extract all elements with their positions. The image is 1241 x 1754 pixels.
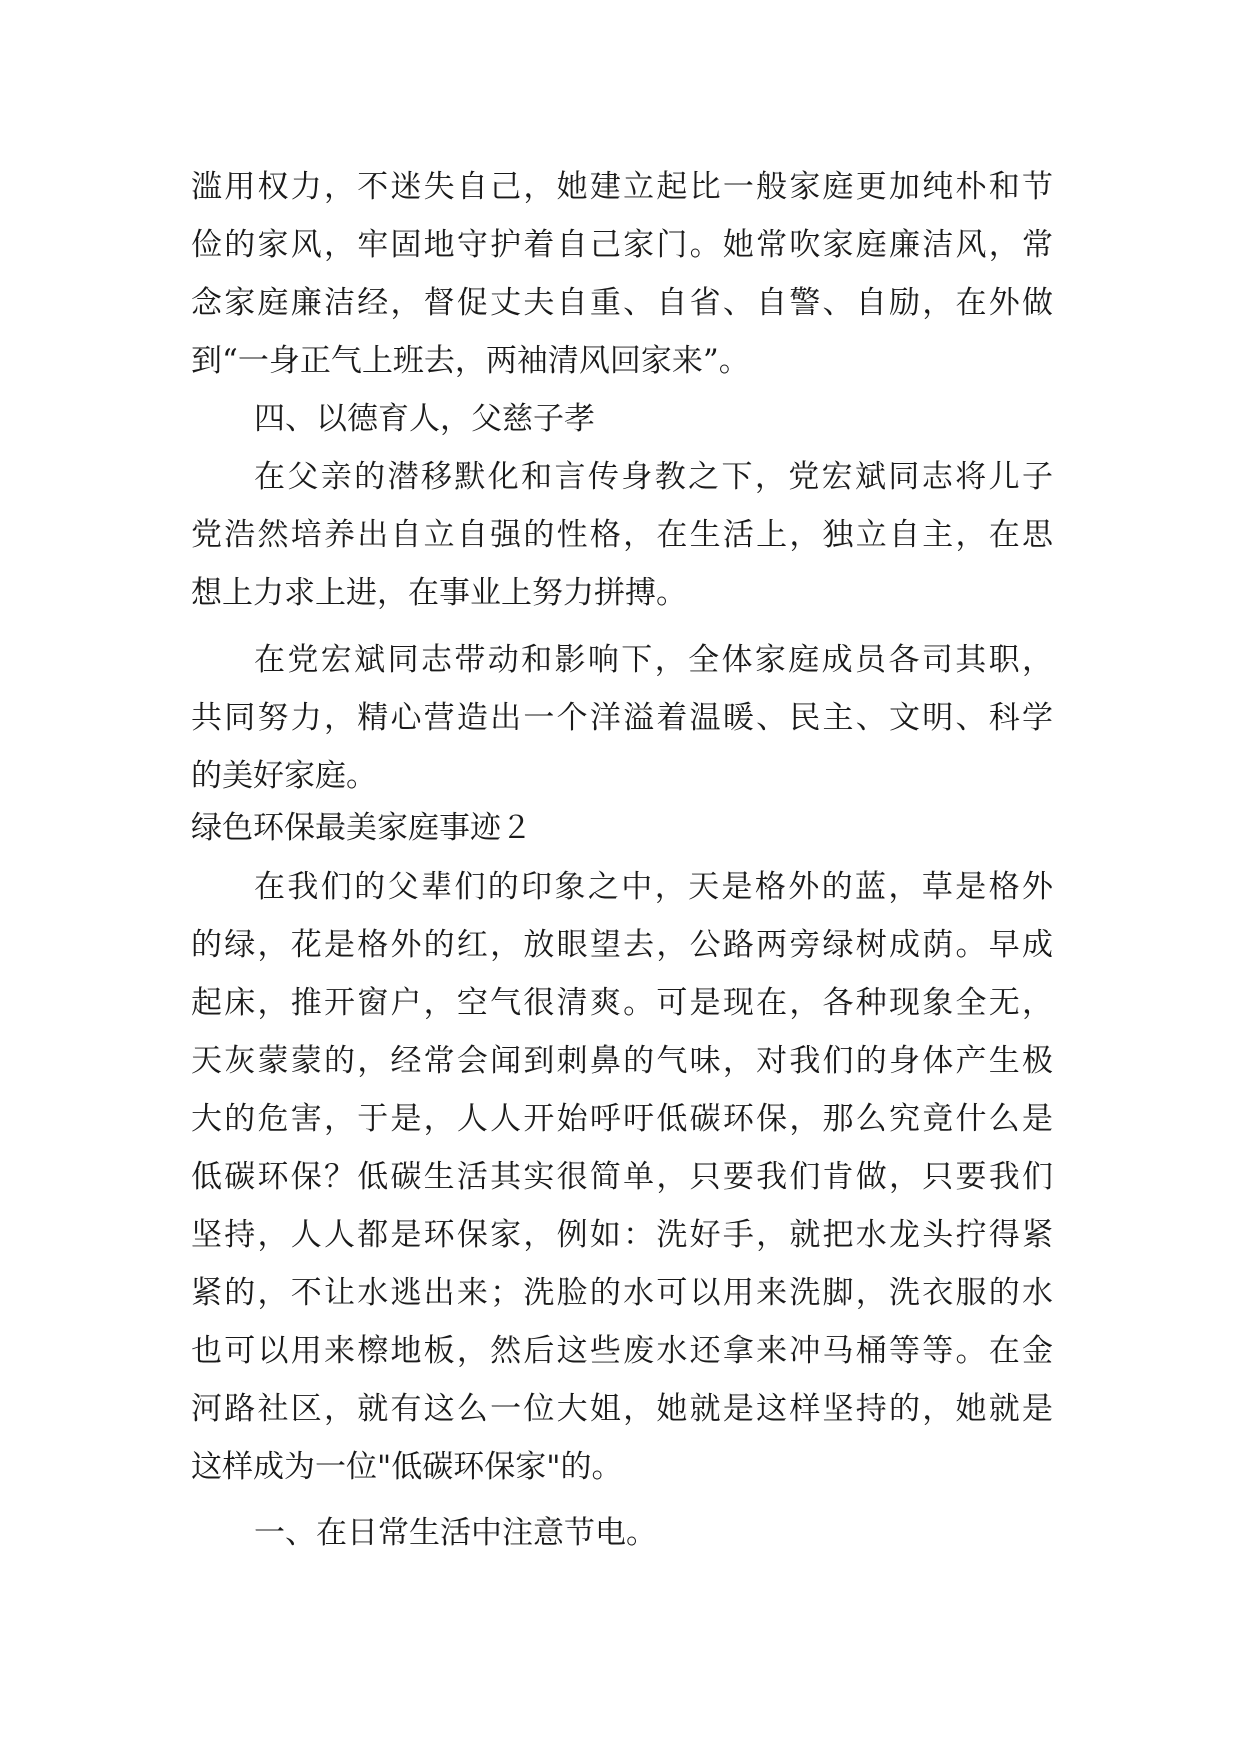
text-line: 河路社区，就有这么一位大姐，她就是这样坚持的，她就是 [191,1391,1053,1427]
text-line: 滥用权力，不迷失自己，她建立起比一般家庭更加纯朴和节 [191,169,1053,205]
text-line: 紧的，不让水逃出来；洗脸的水可以用来洗脚，洗衣服的水 [191,1275,1053,1311]
text-line: 到“一身正气上班去，两袖清风回家来”。 [191,343,750,379]
section-heading: 一、在日常生活中注意节电。 [254,1515,657,1551]
article-title: 绿色环保最美家庭事迹２ [191,810,532,846]
text-line: 想上力求上进，在事业上努力拼搏。 [191,575,687,611]
text-line: 俭的家风，牢固地守护着自己家门。她常吹家庭廉洁风，常 [191,227,1053,263]
text-line: 共同努力，精心营造出一个洋溢着温暖、民主、文明、科学 [191,700,1053,736]
text-line: 天灰蒙蒙的，经常会闻到刺鼻的气味，对我们的身体产生极 [191,1043,1053,1079]
section-heading: 四、以德育人，父慈子孝 [254,401,595,437]
text-line: 念家庭廉洁经，督促丈夫自重、自省、自警、自励，在外做 [191,285,1053,321]
text-line: 在党宏斌同志带动和影响下，全体家庭成员各司其职， [254,642,1053,678]
text-line: 的美好家庭。 [191,758,377,794]
text-line: 也可以用来檫地板，然后这些废水还拿来冲马桶等等。在金 [191,1333,1053,1369]
text-line: 在我们的父辈们的印象之中，天是格外的蓝，草是格外 [254,869,1053,905]
text-line: 坚持，人人都是环保家，例如：洗好手，就把水龙头拧得紧 [191,1217,1053,1253]
text-line: 党浩然培养出自立自强的性格，在生活上，独立自主，在思 [191,517,1053,553]
text-line: 的绿，花是格外的红，放眼望去，公路两旁绿树成荫。早成 [191,927,1053,963]
text-line: 这样成为一位"低碳环保家"的。 [191,1449,623,1485]
text-line: 在父亲的潜移默化和言传身教之下，党宏斌同志将儿子 [254,459,1053,495]
text-line: 起床，推开窗户，空气很清爽。可是现在，各种现象全无， [191,985,1053,1021]
text-line: 低碳环保？低碳生活其实很简单，只要我们肯做，只要我们 [191,1159,1053,1195]
text-line: 大的危害，于是，人人开始呼吁低碳环保，那么究竟什么是 [191,1101,1053,1137]
